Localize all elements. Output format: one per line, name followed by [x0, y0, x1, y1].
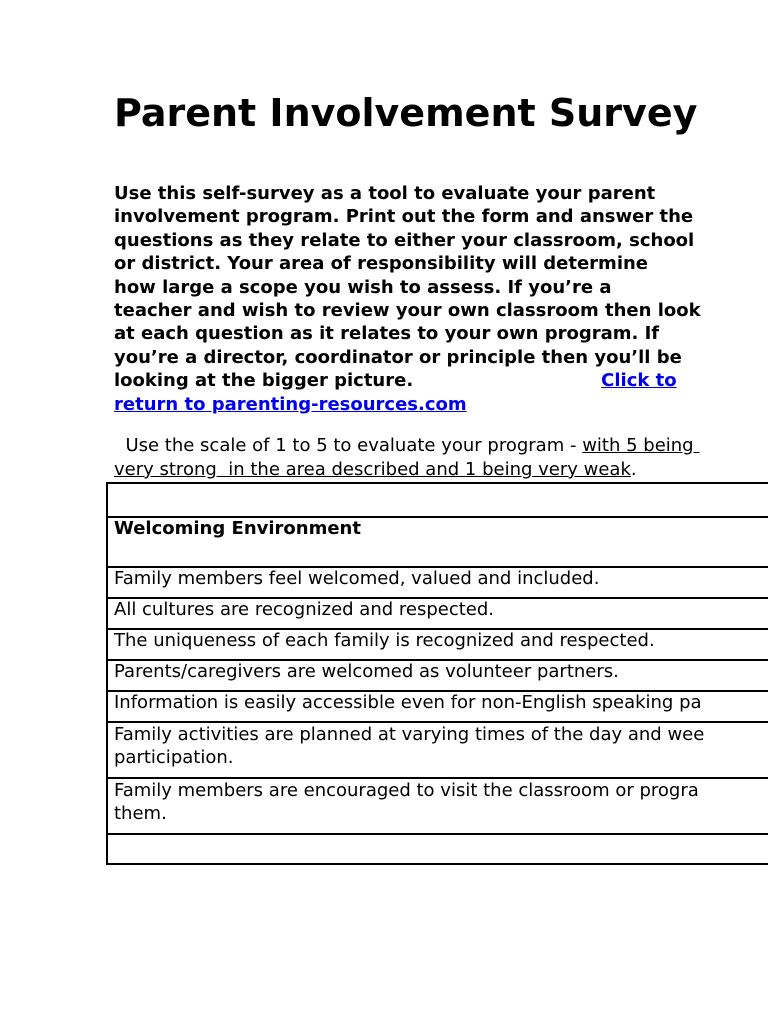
survey-item: The uniqueness of each family is recognized and respected.	[107, 629, 768, 660]
intro-paragraph	[114, 182, 768, 416]
table-row	[107, 567, 768, 598]
survey-item-line: them.	[114, 803, 167, 824]
scale-suffix: .	[630, 459, 637, 480]
section-row	[107, 517, 768, 567]
intro-link-line	[114, 393, 768, 416]
scale-line-1	[114, 434, 699, 458]
survey-item	[107, 722, 768, 778]
survey-item-line: Family activities are planned at varying times of the day and wee	[114, 724, 705, 745]
table-footer-row	[107, 834, 768, 864]
intro-line: how large a scope you wish to assess. If you’re a	[114, 276, 612, 298]
scale-prefix: Use the scale of 1 to 5 to evaluate your program -	[114, 435, 583, 456]
survey-item-line: participation.	[114, 747, 234, 768]
table-row	[107, 778, 768, 834]
intro-line: questions as they relate to either your classroom, school	[114, 229, 695, 251]
table-row	[107, 660, 768, 691]
return-link-part1[interactable]: Click to	[601, 370, 677, 392]
scale-underlined-2: very strong in the area described and 1 being very weak	[114, 459, 631, 480]
intro-line: you’re a director, coordinator or principle then you’ll be	[114, 346, 682, 368]
scale-underlined-1: with 5 being	[582, 435, 700, 456]
intro-line: involvement program. Print out the form and answer the	[114, 206, 694, 228]
intro-line: teacher and wish to review your own classroom then look	[114, 300, 701, 322]
section-title: Welcoming Environment	[107, 517, 768, 567]
return-link-part2[interactable]: return to parenting-resources.com	[114, 393, 467, 415]
intro-line: or district. Your area of responsibility will determine	[114, 253, 649, 275]
survey-item	[107, 778, 768, 834]
survey-table	[106, 482, 768, 865]
table-row	[107, 629, 768, 660]
table-row	[107, 598, 768, 629]
scale-instructions	[114, 434, 699, 482]
survey-item: All cultures are recognized and respected.	[107, 598, 768, 629]
table-header-row	[107, 483, 768, 517]
intro-line: looking at the bigger picture.	[114, 370, 414, 392]
survey-item: Parents/caregivers are welcomed as volunteer partners.	[107, 660, 768, 691]
survey-item: Information is easily accessible even for non-English speaking pa	[107, 691, 768, 722]
empty-cell	[107, 483, 768, 517]
intro-line: Use this self-survey as a tool to evaluate your parent	[114, 183, 656, 204]
page-title: Parent Involvement Survey	[114, 91, 698, 135]
intro-line-with-link	[114, 369, 768, 392]
survey-item-line: Family members are encouraged to visit the classroom or progra	[114, 780, 699, 801]
table-row	[107, 691, 768, 722]
table-row	[107, 722, 768, 778]
survey-item: Family members feel welcomed, valued and included.	[107, 567, 768, 598]
empty-cell	[107, 834, 768, 864]
scale-line-2	[114, 458, 699, 482]
intro-line: at each question as it relates to your own program. If	[114, 323, 660, 345]
